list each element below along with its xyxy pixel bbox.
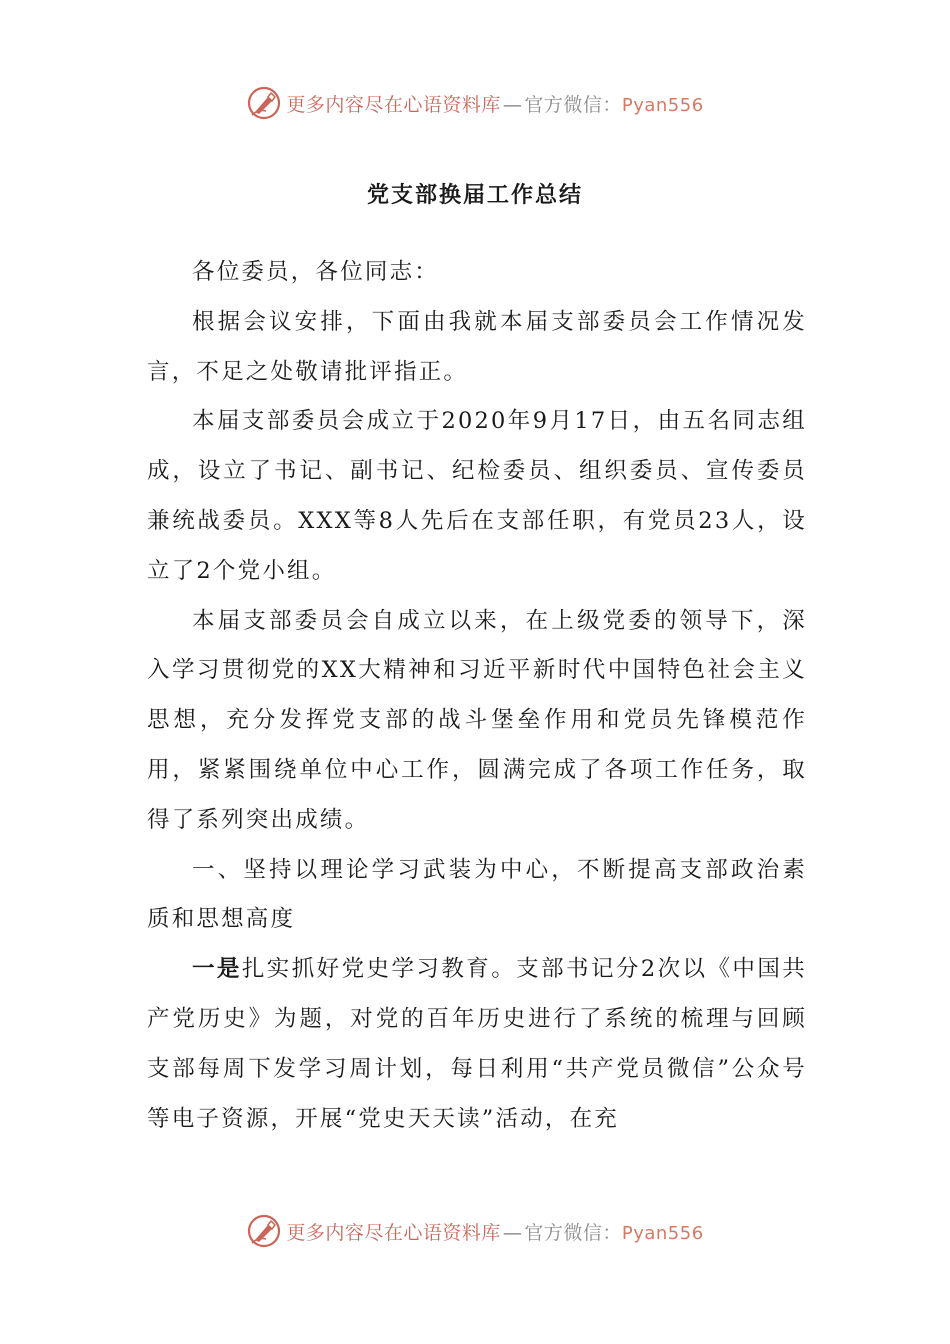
- banner-wechat-label: 官方微信：: [524, 1221, 622, 1244]
- header-banner: [0, 78, 950, 128]
- footer-banner: [0, 1206, 950, 1256]
- section-heading-1: 一、坚持以理论学习武装为中心，不断提高支部政治素质和思想高度: [147, 856, 807, 933]
- banner-wechat-label: 官方微信：: [524, 93, 622, 116]
- pen-nib-logo-icon: [246, 85, 282, 121]
- pen-nib-logo-icon: [246, 1213, 282, 1249]
- banner-wechat-id: Pyan556: [621, 94, 704, 116]
- document-body: [147, 248, 807, 1144]
- paragraph-party-history-text: 扎实抓好党史学习教育。支部书记分2次以《中国共产党历史》为题，对党的百年历史进行了系统的梳理与回顾支部每周下发学习周计划，每日利用“共产党员微信”公众号等电子资源，开展“党史天天读”活动，在充: [147, 956, 807, 1132]
- paragraph-greeting: 各位委员，各位同志：: [192, 259, 440, 285]
- banner-dash: —: [502, 93, 523, 116]
- document-title: 党支部换届工作总结: [366, 183, 583, 208]
- banner-dash: —: [502, 1221, 523, 1244]
- banner-site-name: 更多内容尽在心语资料库: [286, 93, 501, 116]
- paragraph-lead-bold: 一是: [192, 956, 242, 983]
- paragraph-achievements: 本届支部委员会自成立以来，在上级党委的领导下，深入学习贯彻党的XX大精神和习近平新时代中国特色社会主义思想，充分发挥党支部的战斗堡垒作用和党员先锋模范作用，紧紧围绕单位中心工作，圆满完成了各项工作任务，取得了系列突出成绩。: [147, 607, 807, 833]
- banner-text: [286, 90, 703, 117]
- paragraph-intro: 根据会议安排，下面由我就本届支部委员会工作情况发言，不足之处敬请批评指正。: [147, 308, 807, 385]
- banner-text: [286, 1218, 703, 1245]
- banner-site-name: 更多内容尽在心语资料库: [286, 1221, 501, 1244]
- banner-wechat-id: Pyan556: [621, 1222, 704, 1244]
- paragraph-party-history: [147, 945, 807, 1144]
- paragraph-composition: 本届支部委员会成立于2020年9月17日，由五名同志组成，设立了书记、副书记、纪检委员、组织委员、宣传委员兼统战委员。XXX等8人先后在支部任职，有党员23人，设立了2个党小组。: [147, 408, 807, 584]
